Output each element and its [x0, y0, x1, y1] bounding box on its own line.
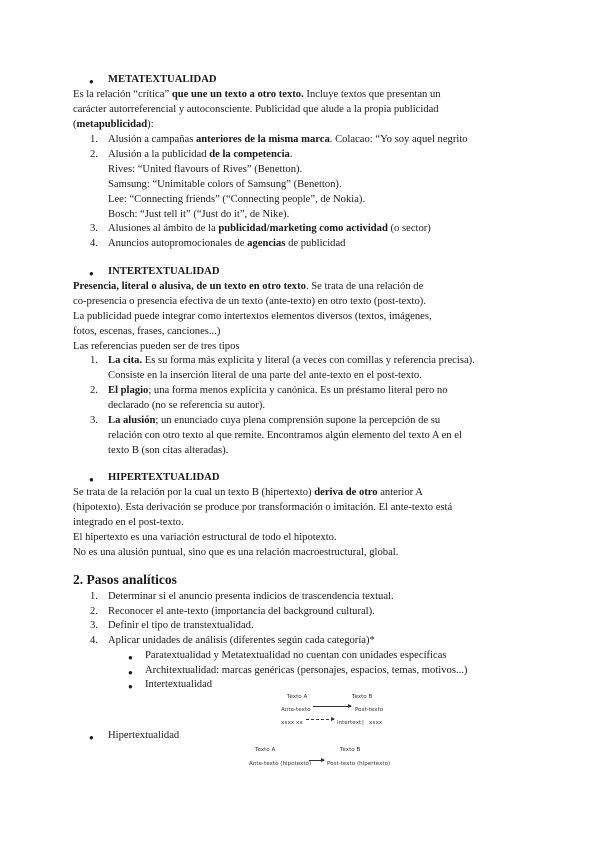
list-number: 1. [90, 134, 98, 145]
list-item: El plagio; una forma menos explícita y canónica. Es un préstamo literal pero no [108, 385, 448, 396]
diagram-label-hipotexto: Ante-texto (hipotexto) [249, 761, 312, 767]
list-number: 3. [90, 223, 98, 234]
section-heading-intertextualidad: INTERTEXTUALIDAD [108, 266, 220, 277]
list-number: 4. [90, 635, 98, 646]
paragraph-line: Presencia, literal o alusiva, de un texto en otro texto. Se trata de una relación de [73, 281, 424, 292]
section-heading-metatextualidad: METATEXTUALIDAD [108, 74, 217, 85]
paragraph-line: No es una alusión puntual, sino que es una relación macroestructural, global. [73, 547, 399, 558]
bullet-icon: ● [89, 733, 94, 742]
diagram-label-texto-a: Texto A [287, 694, 308, 700]
list-item-line: Lee: “Connecting friends” (“Connecting people”, de Nokia). [108, 194, 366, 205]
list-item-line: Samsung: “Unimitable colors of Samsung” (Benetton). [108, 179, 342, 190]
list-number: 2. [90, 385, 98, 396]
diagram-label-post-texto: Post-texto [355, 707, 384, 713]
list-number: 1. [90, 591, 98, 602]
list-item: La alusión; un enunciado cuya plena comprensión supone la percepción de su [108, 415, 441, 426]
section-heading-pasos: 2. Pasos analíticos [73, 572, 177, 587]
list-item-line: relación con otro texto al que remite. Encontramos algún elemento del texto A en el [108, 430, 462, 441]
list-item: La cita. Es su forma más explícita y literal (a veces con comillas y referencia precisa). [108, 355, 475, 366]
arrow-icon [313, 706, 351, 707]
diagram-label-texto-b: Texto B [340, 747, 361, 753]
paragraph-line: (metapublicidad): [73, 119, 154, 130]
bullet-icon: ● [89, 269, 94, 278]
list-item-line: Bosch: “Just tell it” (“Just do it”, de Nike). [108, 209, 290, 220]
list-number: 3. [90, 415, 98, 426]
paragraph-line: fotos, escenas, frases, canciones...) [73, 326, 221, 337]
paragraph-line: integrado en el post-texto. [73, 517, 184, 528]
list-item: Reconocer el ante-texto (importancia del background cultural). [108, 606, 375, 617]
diagram-label-texto-a: Texto A [255, 747, 276, 753]
sub-list-item: Architextualidad: marcas genéricas (personajes, espacios, temas, motivos...) [145, 665, 468, 676]
bullet-icon: ● [128, 682, 133, 691]
list-number: 1. [90, 355, 98, 366]
diagram-label-ante-texto: Ante-texto [281, 707, 311, 713]
list-item: Hipertextualidad [108, 730, 180, 741]
list-item-line: Consiste en la inserción literal de una parte del ante-texto en el post-texto. [108, 370, 422, 381]
list-item: Alusiones al ámbito de la publicidad/marketing como actividad (o sector) [108, 223, 431, 234]
list-item: Alusión a la publicidad de la competencia. [108, 149, 293, 160]
list-number: 2. [90, 606, 98, 617]
diagram-label-hipertexto: Post-texto (hipertexto) [327, 761, 391, 767]
list-item: Definir el tipo de transtextualidad. [108, 620, 254, 631]
list-item: Anuncios autopromocionales de agencias de publicidad [108, 238, 346, 249]
diagram-separator: | [362, 720, 364, 726]
list-number: 4. [90, 238, 98, 249]
diagram-label-texto-b: Texto B [352, 694, 373, 700]
paragraph-line: La publicidad puede integrar como intertextos elementos diversos (textos, imágenes, [73, 311, 432, 322]
paragraph-line: Las referencias pueden ser de tres tipos [73, 341, 240, 352]
list-item-line: declarado (no se referencia su autor). [108, 400, 266, 411]
dashed-arrow-icon [306, 719, 334, 720]
paragraph-line: Se trata de la relación por la cual un texto B (hipertexto) deriva de otro anterior A [73, 487, 423, 498]
paragraph-line: (hipotexto). Esta derivación se produce por transformación o imitación. El ante-texto está [73, 502, 453, 513]
diagram-label-intertext: intertext [337, 720, 362, 726]
list-item-line: texto B (son citas alteradas). [108, 445, 229, 456]
bullet-icon: ● [89, 77, 94, 86]
arrow-icon [309, 760, 324, 761]
list-number: 3. [90, 620, 98, 631]
paragraph-line: carácter autorreferencial y autoconsciente. Publicidad que alude a la propia publicidad [73, 104, 439, 115]
bullet-icon: ● [128, 653, 133, 662]
list-number: 2. [90, 149, 98, 160]
section-heading-hipertextualidad: HIPERTEXTUALIDAD [108, 472, 220, 483]
list-item-line: Rives: “United flavours of Rives” (Benetton). [108, 164, 303, 175]
diagram-label-xxxx-right: xxxx [369, 720, 383, 726]
list-item: Alusión a campañas anteriores de la misma marca. Colacao: “Yo soy aquel negrito [108, 134, 468, 145]
sub-list-item: Intertextualidad [145, 679, 213, 690]
bullet-icon: ● [89, 475, 94, 484]
list-item: Aplicar unidades de análisis (diferentes según cada categoría)* [108, 635, 375, 646]
paragraph-line: El hipertexto es una variación estructural de todo el hipotexto. [73, 532, 337, 543]
sub-list-item: Paratextualidad y Metatextualidad no cuentan con unidades específicas [145, 650, 447, 661]
paragraph-line: co-presencia o presencia efectiva de un texto (ante-texto) en otro texto (post-texto). [73, 296, 426, 307]
list-item: Determinar si el anuncio presenta indicios de trascendencia textual. [108, 591, 394, 602]
paragraph-line: Es la relación “crítica” que une un texto a otro texto. Incluye textos que presentan un [73, 89, 441, 100]
bullet-icon: ● [128, 668, 133, 677]
diagram-label-xxxx: xxxx xx [281, 720, 303, 726]
